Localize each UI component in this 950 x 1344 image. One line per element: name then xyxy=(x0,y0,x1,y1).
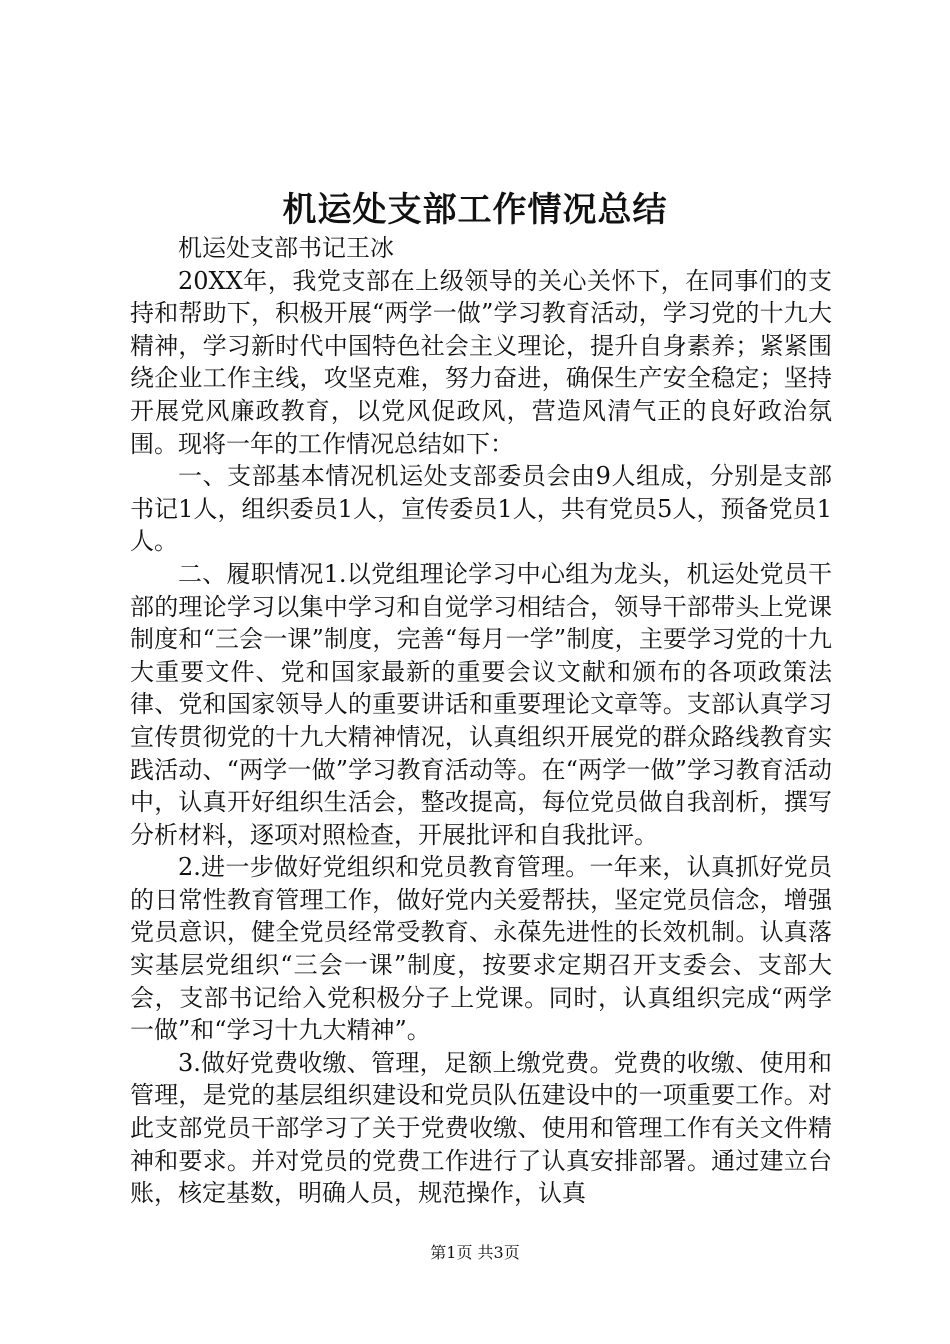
document-body xyxy=(130,232,832,1210)
paragraph-section-1: 一、支部基本情况机运处支部委员会由9人组成，分别是支部书记1人，组织委员1人，宣传委员1人，共有党员5人，预备党员1人。 xyxy=(130,462,832,556)
author-line: 机运处支部书记王冰 xyxy=(178,234,394,262)
paragraph-intro: 20XX年，我党支部在上级领导的关心关怀下，在同事们的支持和帮助下，积极开展“两学一做”学习教育活动，学习党的十九大精神，学习新时代中国特色社会主义理论，提升自身素养；紧紧围绕企业工作主线，攻坚克难，努力奋进，确保生产安全稳定；坚持开展党风廉政教育，以党风促政风，营造风清气正的良好政治氛围。现将一年的工作情况总结如下： xyxy=(130,266,832,458)
paragraph-section-2: 二、履职情况1.以党组理论学习中心组为龙头，机运处党员干部的理论学习以集中学习和自觉学习相结合，领导干部带头上党课制度和“三会一课”制度，完善“每月一学”制度，主要学习党的十九大重要文件、党和国家最新的重要会议文献和颁布的各项政策法律、党和国家领导人的重要讲话和重要理论文章等。支部认真学习宣传贯彻党的十九大精神情况，认真组织开展党的群众路线教育实践活动、“两学一做”学习教育活动等。在“两学一做”学习教育活动中，认真开好组织生活会，整改提高，每位党员做自我剖析，撰写分析材料，逐项对照检查，开展批评和自我批评。 xyxy=(130,559,832,849)
page-footer: 第1页 共3页 xyxy=(430,1243,520,1262)
paragraph-item-3: 3.做好党费收缴、管理，足额上缴党费。党费的收缴、使用和管理，是党的基层组织建设和党员队伍建设中的一项重要工作。对此支部党员干部学习了关于党费收缴、使用和管理工作有关文件精神和要求。并对党员的党费工作进行了认真安排部署。通过建立台账，核定基数，明确人员，规范操作，认真 xyxy=(130,1048,832,1208)
paragraph-item-2: 2.进一步做好党组织和党员教育管理。一年来，认真抓好党员的日常性教育管理工作，做好党内关爱帮扶，坚定党员信念，增强党员意识，健全党员经常受教育、永葆先进性的长效机制。认真落实基层党组织“三会一课”制度，按要求定期召开支委会、支部大会，支部书记给入党积极分子上党课。同时，认真组织完成“两学一做”和“学习十九大精神”。 xyxy=(130,853,832,1045)
document-title: 机运处支部工作情况总结 xyxy=(282,190,668,230)
